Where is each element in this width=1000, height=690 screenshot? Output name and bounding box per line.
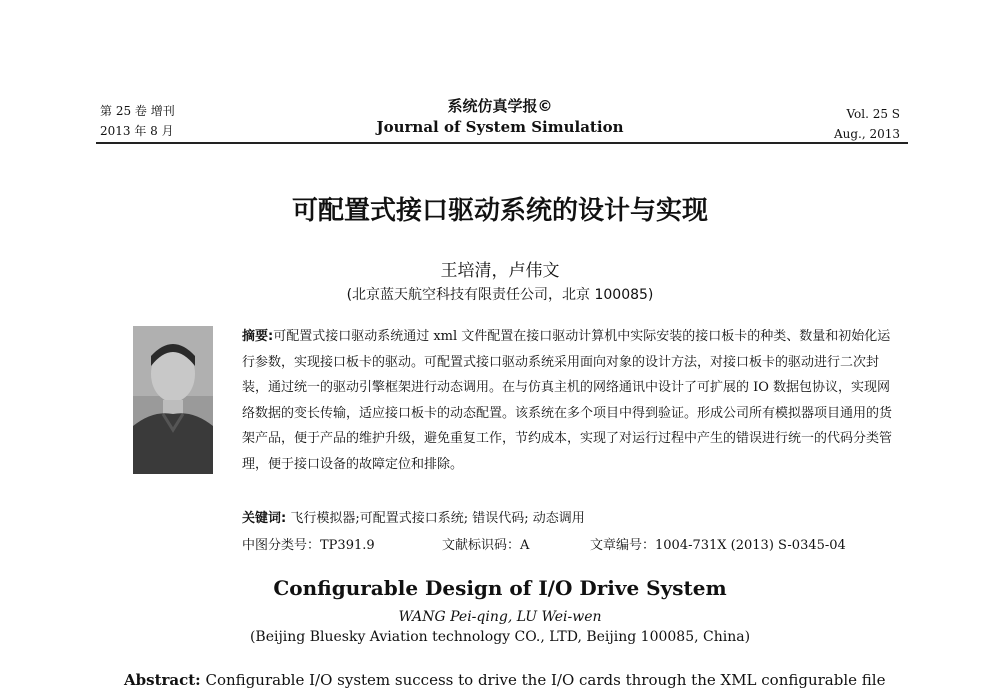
paper-title-cn: 可配置式接口驱动系统的设计与实现 — [291, 196, 708, 226]
abstract-label-en: Abstract: — [124, 671, 201, 689]
volume-en: Vol. 25 S — [846, 107, 900, 121]
header-right — [834, 104, 900, 144]
volume-cn: 第 25 卷 增刊 — [100, 104, 175, 118]
abstract-label-cn: 摘要: — [242, 329, 274, 344]
affiliation-en: (Beijing Bluesky Aviation technology CO., LTD, Beijing 100085, China) — [249, 629, 751, 645]
keywords-text-cn: 飞行模拟器;可配置式接口系统; 错误代码; 动态调用 — [290, 511, 585, 526]
author-photo — [133, 326, 213, 474]
authors-cn: 王培清，卢伟文 — [440, 261, 560, 281]
header-rule — [96, 142, 908, 144]
clc-number: 中图分类号：TP391.9 — [242, 538, 375, 553]
abstract-text-en: Configurable I/O system success to drive the I/O cards through the XML configurable file — [205, 671, 886, 689]
journal-name-cn: 系统仿真学报© — [447, 97, 553, 115]
authors-en: WANG Pei-qing, LU Wei-wen — [398, 609, 602, 625]
affiliation-cn: (北京蓝天航空科技有限责任公司，北京 100085) — [346, 287, 654, 303]
document-code: 文献标识码：A — [442, 538, 530, 553]
abstract-en — [124, 670, 884, 690]
abstract-text-cn: 可配置式接口驱动系统通过 xml 文件配置在接口驱动计算机中实际安装的接口板卡的种类、数量和初始化运行参数，实现接口板卡的驱动。可配置式接口驱动系统采用面向对象的设计方法，对接口板卡的驱动进行二次封装，通过统一的驱动引擎框架进行动态调用。在与仿真主机的网络通讯中设计了可扩展的 IO 数据包协议，实现网络数据的变长传输，适应接口板卡的动态配置。该系统在多个项目中得到验证。形成公司所有模拟器项目通用的货架产品，便于产品的维护升级，避免重复工作，节约成本，实现了对运行过程中产生的错误进行统一的代码分类管理，便于接口设备的故障定位和排除。 — [242, 329, 893, 472]
article-number: 文章编号：1004-731X (2013) S-0345-04 — [590, 538, 846, 553]
keywords-cn — [242, 508, 585, 530]
keywords-label-cn: 关键词: — [242, 511, 287, 526]
abstract-cn — [242, 324, 894, 478]
date-en: Aug., 2013 — [833, 127, 900, 141]
paper-title-en: Configurable Design of I/O Drive System — [273, 576, 727, 600]
journal-name-en: Journal of System Simulation — [376, 118, 624, 136]
date-cn: 2013 年 8 月 — [100, 124, 174, 138]
